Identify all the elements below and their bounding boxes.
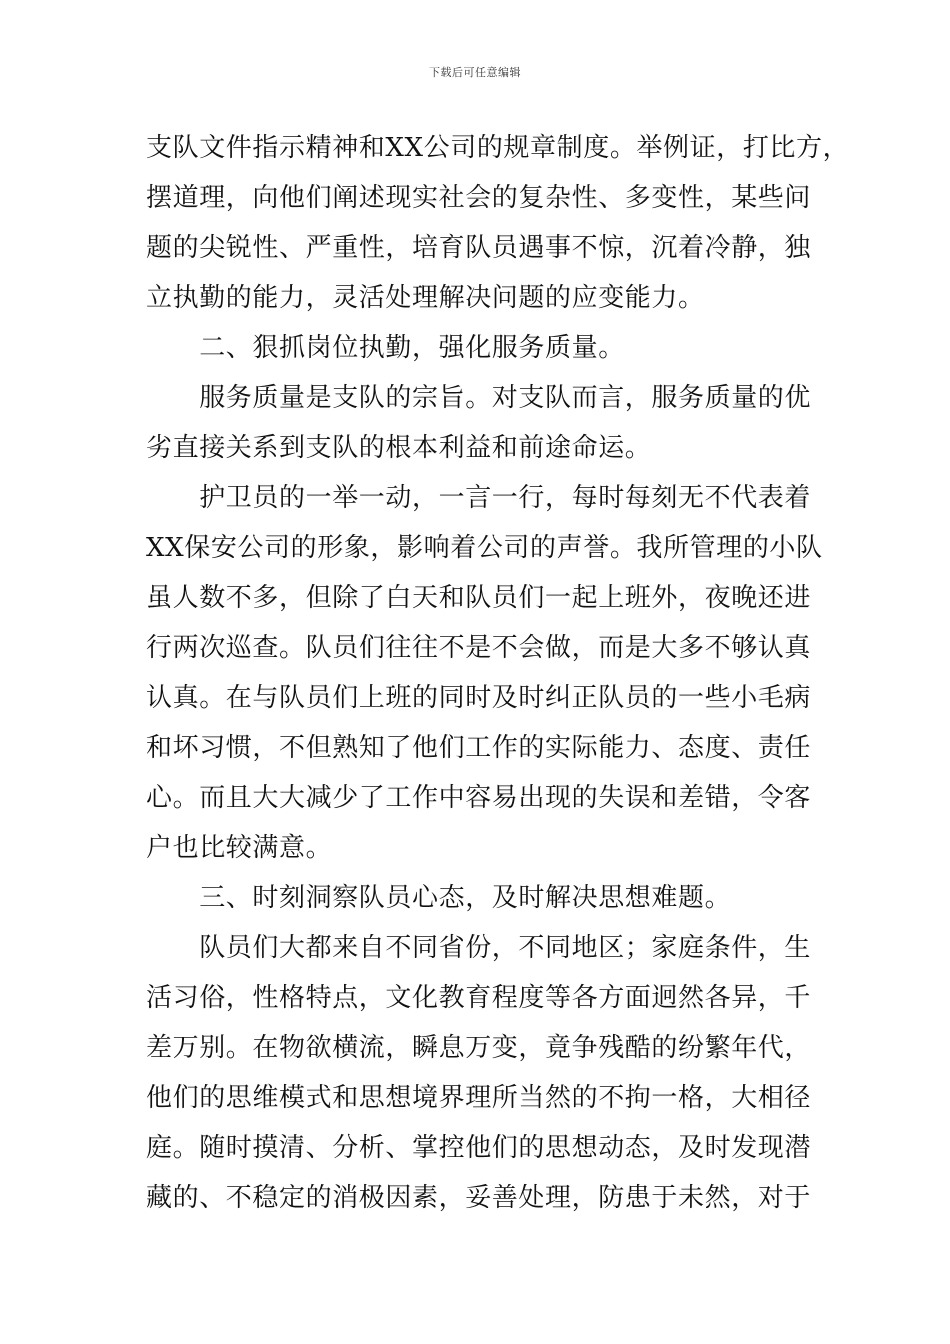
section-heading: 二、狠抓岗位执勤，强化服务质量。 (146, 333, 625, 363)
text-line: 差万别。在物欲横流，瞬息万变，竟争残酷的纷繁年代， (146, 1033, 812, 1063)
text-line: 和坏习惯，不但熟知了他们工作的实际能力、态度、责任 (146, 733, 812, 763)
text-line: 行两次巡查。队员们往往不是不会做，而是大多不够认真 (146, 633, 812, 663)
text-line: 庭。随时摸清、分析、掌控他们的思想动态，及时发现潜 (146, 1133, 812, 1163)
text-line: 认真。在与队员们上班的同时及时纠正队员的一些小毛病 (146, 683, 812, 713)
text-line: 劣直接关系到支队的根本利益和前途命运。 (146, 433, 652, 463)
text-line: 他们的思维模式和思想境界理所当然的不拘一格，大相径 (146, 1083, 812, 1113)
text-line: 服务质量是支队的宗旨。对支队而言，服务质量的优 (146, 383, 812, 413)
text-line: 护卫员的一举一动，一言一行，每时每刻无不代表着 (146, 483, 812, 513)
text-line: 藏的、不稳定的消极因素，妥善处理，防患于未然，对于 (146, 1183, 812, 1213)
text-line: 虽人数不多，但除了白天和队员们一起上班外，夜晚还进 (146, 583, 812, 613)
text-line: 活习俗，性格特点，文化教育程度等各方面迥然各异，千 (146, 983, 812, 1013)
text-line: XX保安公司的形象，影响着公司的声誉。我所管理的小队 (146, 533, 823, 563)
text-line: 摆道理，向他们阐述现实社会的复杂性、多变性，某些问 (146, 183, 812, 213)
text-line: 心。而且大大减少了工作中容易出现的失误和差错，令客 (146, 783, 812, 813)
text-line: 队员们大都来自不同省份，不同地区；家庭条件，生 (146, 933, 812, 963)
text-line: 支队文件指示精神和XX公司的规章制度。举例证，打比方， (146, 133, 850, 163)
page-header: 下载后可任意编辑 (429, 66, 521, 79)
text-line: 户也比较满意。 (146, 833, 333, 863)
text-line: 题的尖锐性、严重性，培育队员遇事不惊，沉着冷静，独 (146, 233, 812, 263)
text-line: 立执勤的能力，灵活处理解决问题的应变能力。 (146, 283, 705, 313)
section-heading: 三、时刻洞察队员心态，及时解决思想难题。 (146, 883, 732, 913)
